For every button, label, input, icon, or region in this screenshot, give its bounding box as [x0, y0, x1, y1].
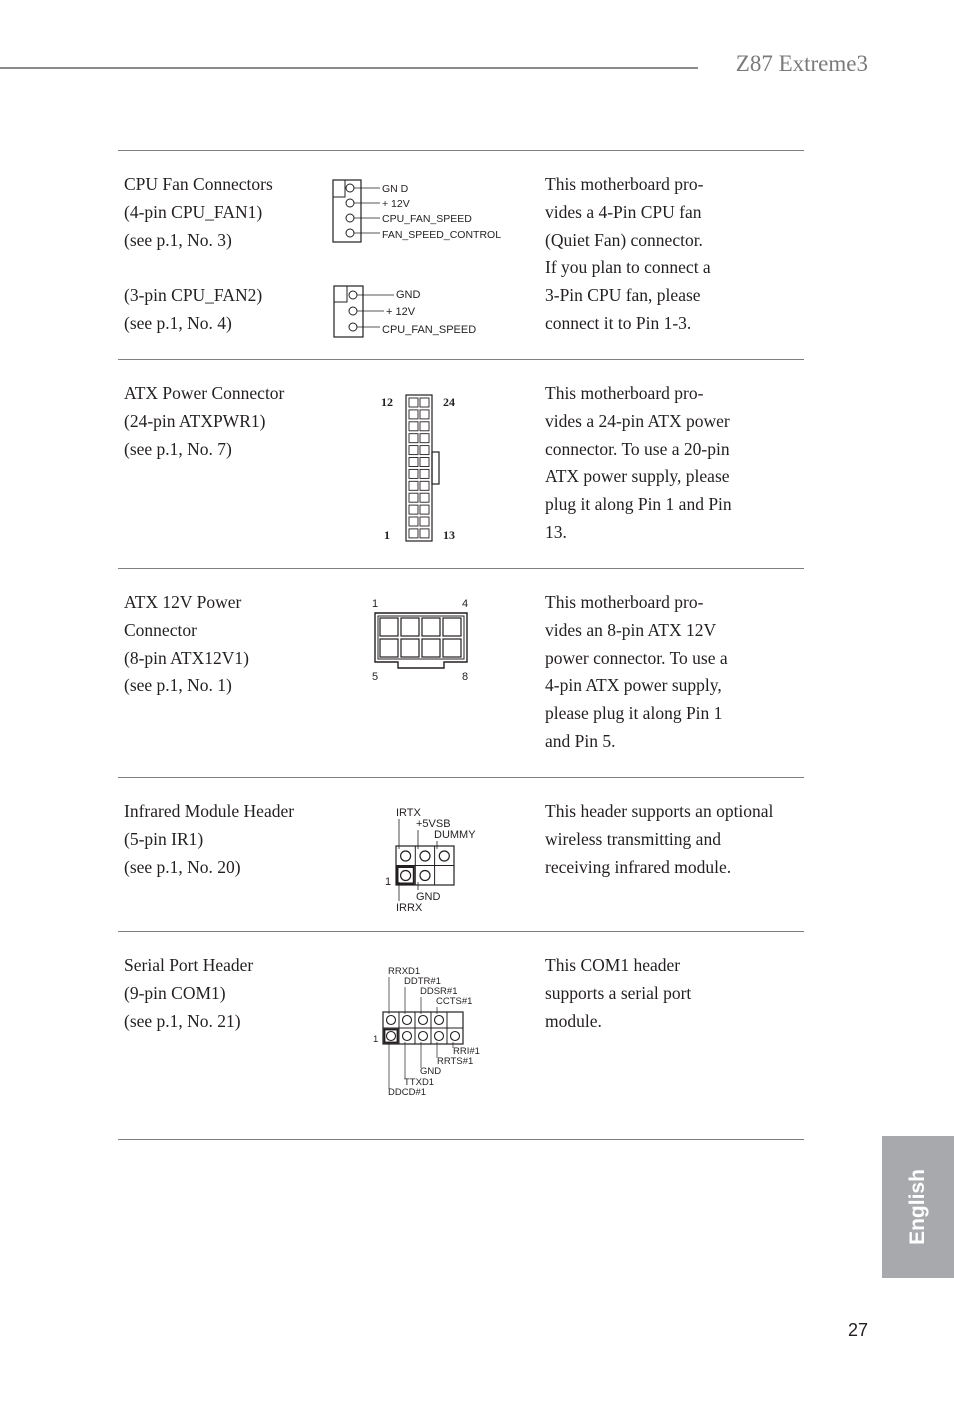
atx24-pin [420, 434, 429, 443]
pin-circle [401, 851, 411, 861]
serial-port-description [545, 952, 805, 1035]
atx12v-pin [380, 639, 398, 657]
pin-number-label: 12 [381, 395, 393, 409]
pin-label: CPU_FAN_SPEED [382, 324, 477, 336]
section-divider [118, 1139, 804, 1140]
atx24-pin [409, 517, 418, 526]
atx24-pin [409, 493, 418, 502]
atx24-latch [432, 452, 439, 484]
pin-circle [435, 1016, 444, 1025]
atx12v-inner [378, 616, 464, 659]
pin-number-label: 1 [373, 1034, 379, 1045]
pin-label: GND [420, 1066, 442, 1077]
header-title: Z87 Extreme3 [735, 51, 868, 76]
section-divider [118, 359, 804, 360]
label-line [124, 254, 324, 282]
desc-line: (Quiet Fan) connector. [545, 229, 703, 250]
desc-line: ATX power supply, please [545, 466, 730, 487]
atx24-pin [409, 422, 418, 431]
desc-line: This motherboard pro- [545, 592, 704, 612]
atx24-pin [420, 493, 429, 502]
pin-circle [346, 214, 354, 222]
page-number: 27 [848, 1320, 869, 1340]
pin-label: + 12V [382, 198, 410, 210]
desc-line: This COM1 header [545, 955, 681, 975]
atx24-pin [420, 458, 429, 467]
atx24-pin-grid [409, 398, 429, 538]
desc-line: This header supports an optional [545, 801, 774, 821]
atx12v-pin [443, 618, 461, 636]
pin-circle [346, 199, 354, 207]
pin-circle [439, 851, 449, 861]
atx-power-label [124, 380, 324, 463]
atx24-pin [420, 422, 429, 431]
section-divider [118, 150, 804, 151]
desc-line: supports a serial port [545, 982, 692, 1003]
serial-port-diagram [370, 962, 490, 1102]
pin-label: DDTR#1 [404, 976, 441, 987]
atx24-pin [409, 410, 418, 419]
atx24-pin [409, 458, 418, 467]
label-line: Connector [124, 619, 197, 640]
atx24-pin [409, 469, 418, 478]
serial-port-label [124, 952, 324, 1035]
cpu-fan-diagram [330, 178, 530, 342]
atx24-pin [409, 505, 418, 514]
language-tab-label: English [906, 1169, 929, 1245]
pin-label: RRTS#1 [437, 1056, 474, 1067]
atx24-pin [420, 469, 429, 478]
fan3-pin1-box [334, 286, 347, 302]
label-line: (see p.1, No. 7) [124, 438, 232, 459]
atx24-pin [420, 517, 429, 526]
label-line: ATX 12V Power [124, 592, 242, 612]
desc-line: 4-pin ATX power supply, [545, 675, 722, 696]
pin-circle [419, 1016, 428, 1025]
fan3-housing [334, 286, 363, 337]
label-line: (see p.1, No. 3) [124, 229, 232, 250]
desc-line: connect it to Pin 1-3. [545, 312, 692, 333]
desc-line: receiving infrared module. [545, 856, 732, 877]
desc-line: module. [545, 1010, 602, 1031]
pin-number-label: 1 [385, 876, 392, 888]
label-line: (5-pin IR1) [124, 828, 204, 849]
cpu-fan-label [124, 171, 324, 338]
atx12v-housing [375, 613, 467, 668]
pin-circle [401, 871, 411, 881]
pin-number-label: 1 [372, 598, 379, 610]
desc-line: and Pin 5. [545, 730, 616, 751]
header-rule [0, 67, 698, 69]
atx12v-pin [401, 618, 419, 636]
desc-line: connector. To use a 20-pin [545, 438, 730, 459]
atx24-pin [409, 446, 418, 455]
desc-line: This motherboard pro- [545, 383, 704, 403]
pin-label: FAN_SPEED_CONTROL [382, 229, 502, 241]
pin-label: RRXD1 [388, 966, 421, 977]
label-line: Serial Port Header [124, 955, 254, 975]
label-line: ATX Power Connector [124, 383, 285, 403]
pin-circle [419, 1032, 428, 1041]
desc-line: vides a 24-pin ATX power [545, 410, 730, 431]
infrared-diagram [380, 804, 490, 916]
desc-line: please plug it along Pin 1 [545, 703, 723, 724]
infrared-description [545, 798, 805, 881]
infrared-label [124, 798, 324, 881]
pin-label: DDSR#1 [420, 986, 458, 997]
section-divider [118, 931, 804, 932]
label-line: (see p.1, No. 1) [124, 675, 232, 696]
atx12v-label [124, 589, 324, 700]
pin-label: CCTS#1 [436, 996, 473, 1007]
desc-line: 13. [545, 521, 567, 542]
pin-label: RRI#1 [453, 1046, 480, 1057]
desc-line: If you plan to connect a [545, 257, 711, 278]
pin-circle [420, 851, 430, 861]
desc-line: plug it along Pin 1 and Pin [545, 494, 732, 515]
pin-label: +5VSB [416, 818, 451, 830]
atx24-pin [420, 529, 429, 538]
pin-number-label: 4 [462, 598, 469, 610]
pin-circle [349, 291, 357, 299]
atx-power-description [545, 380, 805, 547]
pin-circle [346, 229, 354, 237]
atx24-pin [420, 398, 429, 407]
label-line: (see p.1, No. 21) [124, 1010, 241, 1031]
atx24-pin [420, 505, 429, 514]
label-line: (see p.1, No. 4) [124, 312, 232, 333]
pin-circle [451, 1032, 460, 1041]
pin-label: IRTX [396, 807, 421, 819]
desc-line: vides an 8-pin ATX 12V [545, 619, 717, 640]
label-line: CPU Fan Connectors [124, 174, 273, 194]
pin-label: TTXD1 [404, 1077, 435, 1088]
pin-circle [349, 307, 357, 315]
atx24-pin [409, 529, 418, 538]
desc-line: 3-Pin CPU fan, please [545, 285, 701, 306]
pin-circle [387, 1016, 396, 1025]
pin-circle [403, 1016, 412, 1025]
atx24-housing [406, 395, 432, 541]
section-divider [118, 568, 804, 569]
label-line: (9-pin COM1) [124, 982, 226, 1003]
atx12v-pin-grid [380, 618, 461, 657]
atx24-pin [420, 481, 429, 490]
label-line: (see p.1, No. 20) [124, 856, 241, 877]
pin-label: IRRX [396, 902, 423, 914]
label-line: (24-pin ATXPWR1) [124, 410, 266, 431]
atx12v-description [545, 589, 805, 756]
language-tab [882, 1136, 954, 1278]
label-line: (3-pin CPU_FAN2) [124, 285, 263, 306]
label-line: (4-pin CPU_FAN1) [124, 201, 263, 222]
atx24-pin [420, 446, 429, 455]
desc-line: vides a 4-Pin CPU fan [545, 201, 702, 222]
desc-line: This motherboard pro- [545, 174, 704, 194]
pin-label: DUMMY [434, 829, 476, 841]
section-divider [118, 777, 804, 778]
pin-circle [403, 1032, 412, 1041]
label-line: Infrared Module Header [124, 801, 295, 821]
pin-circle [387, 1032, 396, 1041]
pin-label: GND [396, 289, 421, 301]
pin-circle [346, 184, 354, 192]
label-line: (8-pin ATX12V1) [124, 647, 249, 668]
pin-circle [420, 871, 430, 881]
pin-label: DDCD#1 [388, 1087, 427, 1098]
pin-number-label: 5 [372, 671, 379, 683]
pin-number-label: 8 [462, 671, 469, 683]
fan4-pin1-box [333, 180, 345, 197]
atx12v-pin [443, 639, 461, 657]
desc-line: wireless transmitting and [545, 828, 721, 849]
atx12v-pin [401, 639, 419, 657]
atx24-pin [409, 434, 418, 443]
pin-circle [435, 1032, 444, 1041]
pin-label: GN D [382, 183, 409, 195]
atx12v-pin [380, 618, 398, 636]
pin-circle [349, 323, 357, 331]
atx24-pin [409, 481, 418, 490]
atx12v-pin [422, 618, 440, 636]
pin-label: GND [416, 891, 441, 903]
atx12v-pin [422, 639, 440, 657]
atx24-diagram [378, 392, 468, 547]
pin-number-label: 1 [384, 528, 390, 542]
pin-number-label: 24 [443, 395, 455, 409]
cpu-fan-description [545, 171, 805, 338]
atx24-pin [420, 410, 429, 419]
pin-number-label: 13 [443, 528, 455, 542]
pin-label: CPU_FAN_SPEED [382, 213, 472, 225]
atx12v-diagram [368, 594, 478, 689]
atx24-pin [409, 398, 418, 407]
desc-line: power connector. To use a [545, 647, 728, 668]
pin-label: + 12V [386, 306, 416, 318]
